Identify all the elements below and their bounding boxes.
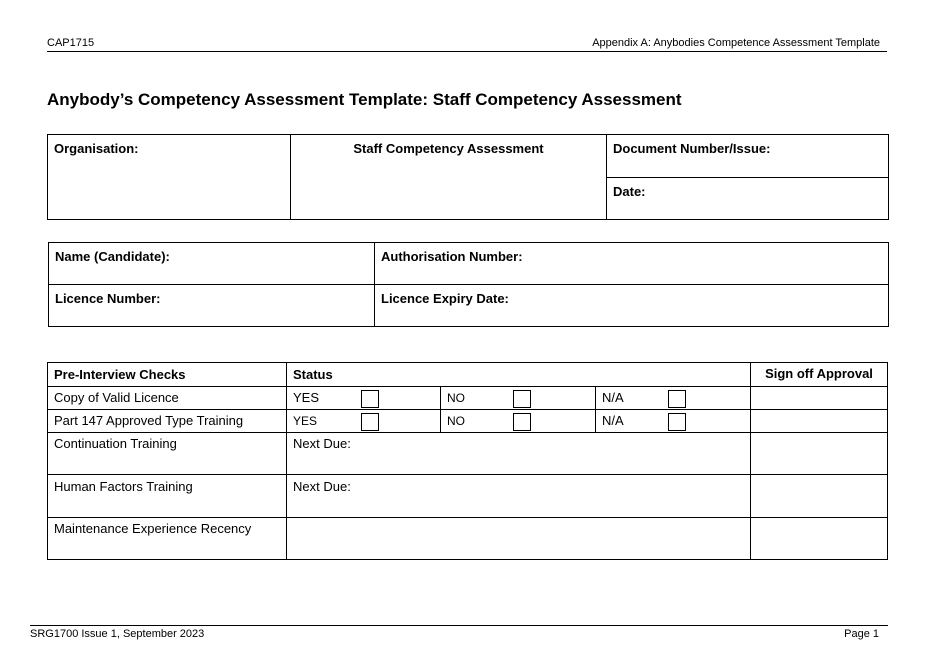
licence-number-field[interactable] <box>49 285 375 327</box>
licence-expiry-field[interactable] <box>375 285 889 327</box>
no-checkbox[interactable] <box>513 413 531 431</box>
footer-page-number: Page 1 <box>844 628 879 640</box>
date-label: Date: <box>613 184 646 199</box>
check-label: Maintenance Experience Recency <box>48 518 287 560</box>
na-option <box>596 410 751 433</box>
staff-competency-title: Staff Competency Assessment <box>353 141 544 156</box>
signoff-cell[interactable] <box>751 475 888 518</box>
na-option <box>596 387 751 410</box>
status-next-due[interactable]: Next Due: <box>287 433 751 475</box>
header-status: Status <box>287 363 751 387</box>
yes-checkbox[interactable] <box>361 390 379 408</box>
candidate-table <box>48 242 889 327</box>
header-signoff: Sign off Approval <box>751 363 888 387</box>
footer-issue: SRG1700 Issue 1, September 2023 <box>30 628 205 640</box>
check-label: Human Factors Training <box>48 475 287 518</box>
yes-option <box>287 410 441 433</box>
organisation-label: Organisation: <box>54 141 139 156</box>
signoff-cell[interactable] <box>751 518 888 560</box>
no-checkbox[interactable] <box>513 390 531 408</box>
header-doc-ref: CAP1715 <box>47 37 95 49</box>
candidate-name-field[interactable] <box>49 243 375 285</box>
header-appendix-title: Appendix A: Anybodies Competence Assessment Template <box>592 37 880 49</box>
signoff-cell[interactable] <box>751 387 888 410</box>
authorisation-number-field[interactable] <box>375 243 889 285</box>
candidate-name-label: Name (Candidate): <box>55 249 170 264</box>
licence-number-label: Licence Number: <box>55 291 161 306</box>
status-cell[interactable] <box>287 518 751 560</box>
center-title-cell <box>291 135 607 220</box>
document-number-label: Document Number/Issue: <box>613 141 771 156</box>
authorisation-number-label: Authorisation Number: <box>381 249 523 264</box>
check-label: Copy of Valid Licence <box>48 387 287 410</box>
table-row <box>48 410 888 433</box>
na-checkbox[interactable] <box>668 413 686 431</box>
na-checkbox[interactable] <box>668 390 686 408</box>
organisation-field[interactable] <box>48 135 291 220</box>
yes-checkbox[interactable] <box>361 413 379 431</box>
no-label: NO <box>447 414 465 429</box>
header-checks: Pre-Interview Checks <box>48 363 287 387</box>
date-field[interactable] <box>607 178 889 220</box>
na-label: N/A <box>602 413 624 429</box>
table-row <box>48 518 888 560</box>
document-number-field[interactable] <box>607 135 889 178</box>
organisation-table <box>47 134 889 220</box>
yes-label: YES <box>293 414 318 429</box>
footer-divider <box>30 625 888 626</box>
check-label: Part 147 Approved Type Training <box>48 410 287 433</box>
header-divider <box>47 51 887 52</box>
page-title: Anybody’s Competency Assessment Template: Staff Competency Assessment <box>47 90 682 109</box>
no-option <box>441 387 596 410</box>
status-next-due[interactable]: Next Due: <box>287 475 751 518</box>
na-label: N/A <box>602 390 624 406</box>
signoff-cell[interactable] <box>751 410 888 433</box>
yes-label: YES <box>293 390 320 406</box>
yes-option <box>287 387 441 410</box>
check-label: Continuation Training <box>48 433 287 475</box>
licence-expiry-label: Licence Expiry Date: <box>381 291 509 306</box>
table-row <box>48 387 888 410</box>
table-row <box>48 475 888 518</box>
signoff-cell[interactable] <box>751 433 888 475</box>
table-row <box>48 433 888 475</box>
no-label: NO <box>447 391 465 406</box>
no-option <box>441 410 596 433</box>
pre-interview-checks-table <box>47 362 888 560</box>
